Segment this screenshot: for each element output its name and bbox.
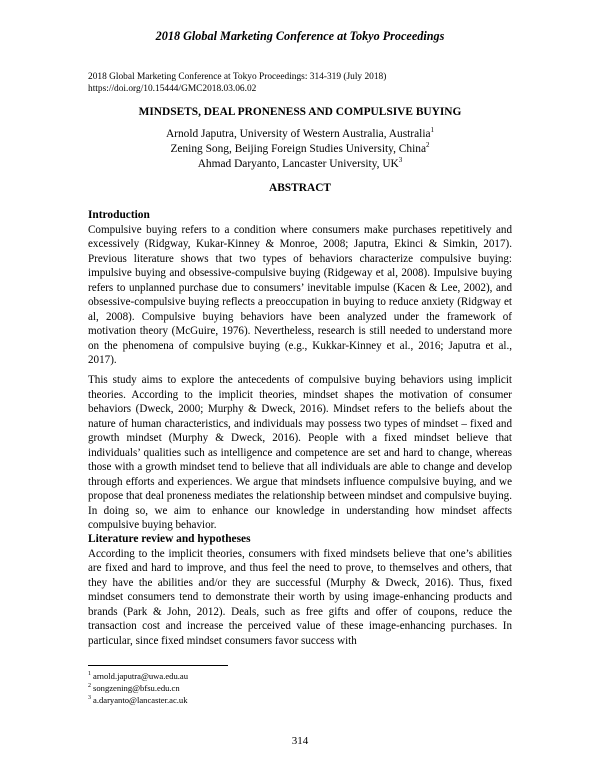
page-number: 314 <box>291 735 309 747</box>
footnote <box>88 682 188 694</box>
footnote-mark: 3 <box>88 695 91 701</box>
footnote-mark: 3 <box>398 156 403 164</box>
author-affiliation: Arnold Japutra, University of Western Australia, Australia <box>165 128 431 140</box>
author-affiliation: Zening Song, Beijing Foreign Studies University, China <box>170 143 427 155</box>
citation-line: 2018 Global Marketing Conference at Tokyo Proceedings: 314-319 (July 2018) <box>88 72 387 82</box>
abstract-heading: ABSTRACT <box>268 182 332 194</box>
author-affiliation: Ahmad Daryanto, Lancaster University, UK <box>197 158 399 170</box>
section-heading: Introduction <box>88 209 150 221</box>
footnotes <box>88 670 188 706</box>
email-link[interactable]: songzening@bfsu.edu.cn <box>93 683 180 693</box>
email-link[interactable]: arnold.japutra@uwa.edu.au <box>93 671 189 681</box>
body-paragraph: According to the implicit theories, consumers with fixed mindsets believe that one’s abilities are fixed and hard to improve, and thus feel the need to prove, to themselves and others, that they have the abilities and/or they are successful (Murphy & Dweck, 2016). Thus, fixed mindset consumers tend to demonstrate their worth by using image-enhancing products and brands (Park & John, 2012). Deals, such as free gifts and offer of coupons, reduce the transaction cost and increase the perceived value of these image-enhancing purchases. In particular, since fixed mindset consumers favor success with <box>88 547 512 647</box>
email-link[interactable]: a.daryanto@lancaster.ac.uk <box>93 695 188 705</box>
literature-section <box>88 532 512 648</box>
paper-title: MINDSETS, DEAL PRONENESS AND COMPULSIVE BUYING <box>138 106 462 118</box>
footnote-mark: 2 <box>88 683 91 689</box>
author-list <box>0 127 600 172</box>
body-paragraph: Compulsive buying refers to a condition where consumers make purchases repetitively and excessively (Ridgway, Kukar-Kinney & Monroe, 2008; Japutra, Ekinci & Simkin, 2017). Previous literature shows that two types of behaviors characterize compulsive buying: impulsive buying and obsessive-compulsive buying (Ridgeway et al, 2008). Impulsive buying refers to unplanned purchase due to consumers’ inevitable impulse (Kacen & Lee, 2002), and obsessive-compulsive buying reflects a preoccupation in buying to reduce anxiety (Ridgway et al, 2008). Compulsive buying behaviors have been analyzed under the framework of motivation theory (McGuire, 1976). Nevertheless, research is still needed to understand more on the phenomena of compulsive buying (e.g., Kukkar-Kinney et al., 2016; Japutra et al., 2017). <box>88 223 512 367</box>
footnote-mark: 2 <box>426 141 430 149</box>
footnote-divider <box>88 665 228 666</box>
introduction-section <box>88 208 512 368</box>
running-head: 2018 Global Marketing Conference at Tokyo Proceedings <box>155 29 445 43</box>
footnote-mark: 1 <box>430 126 435 134</box>
body-paragraph: This study aims to explore the antecedents of compulsive buying behaviors using implicit theories. According to the implicit theories, mindset shapes the motivation of consumer behaviors (Dweck, 2000; Murphy & Dweck, 2016). Mindset refers to the beliefs about the nature of human characteristics, and individuals may possess two types of mindset – fixed and growth mindset (Murphy & Dweck, 2016). People with a fixed mindset believe that individuals’ qualities such as intelligence and competence are set and hard to change, whereas those with a growth mindset tend to believe that all individuals are able to change and develop through efforts and experiences. We argue that mindsets influence compulsive buying, and we propose that deal proneness mediates the relationship between mindset and compulsive buying. In doing so, we aim to enhance our knowledge in understanding how mindset affects compulsive buying behavior. <box>88 374 512 532</box>
introduction-paragraph-2 <box>88 373 512 533</box>
footnote <box>88 670 188 682</box>
author-line <box>0 157 600 172</box>
footnote <box>88 694 188 706</box>
citation-block <box>88 71 386 95</box>
author-line <box>0 127 600 142</box>
footnote-mark: 1 <box>88 671 91 677</box>
author-line <box>0 142 600 157</box>
doi-line: https://doi.org/10.15444/GMC2018.03.06.02 <box>88 84 257 94</box>
section-heading: Literature review and hypotheses <box>88 533 251 545</box>
